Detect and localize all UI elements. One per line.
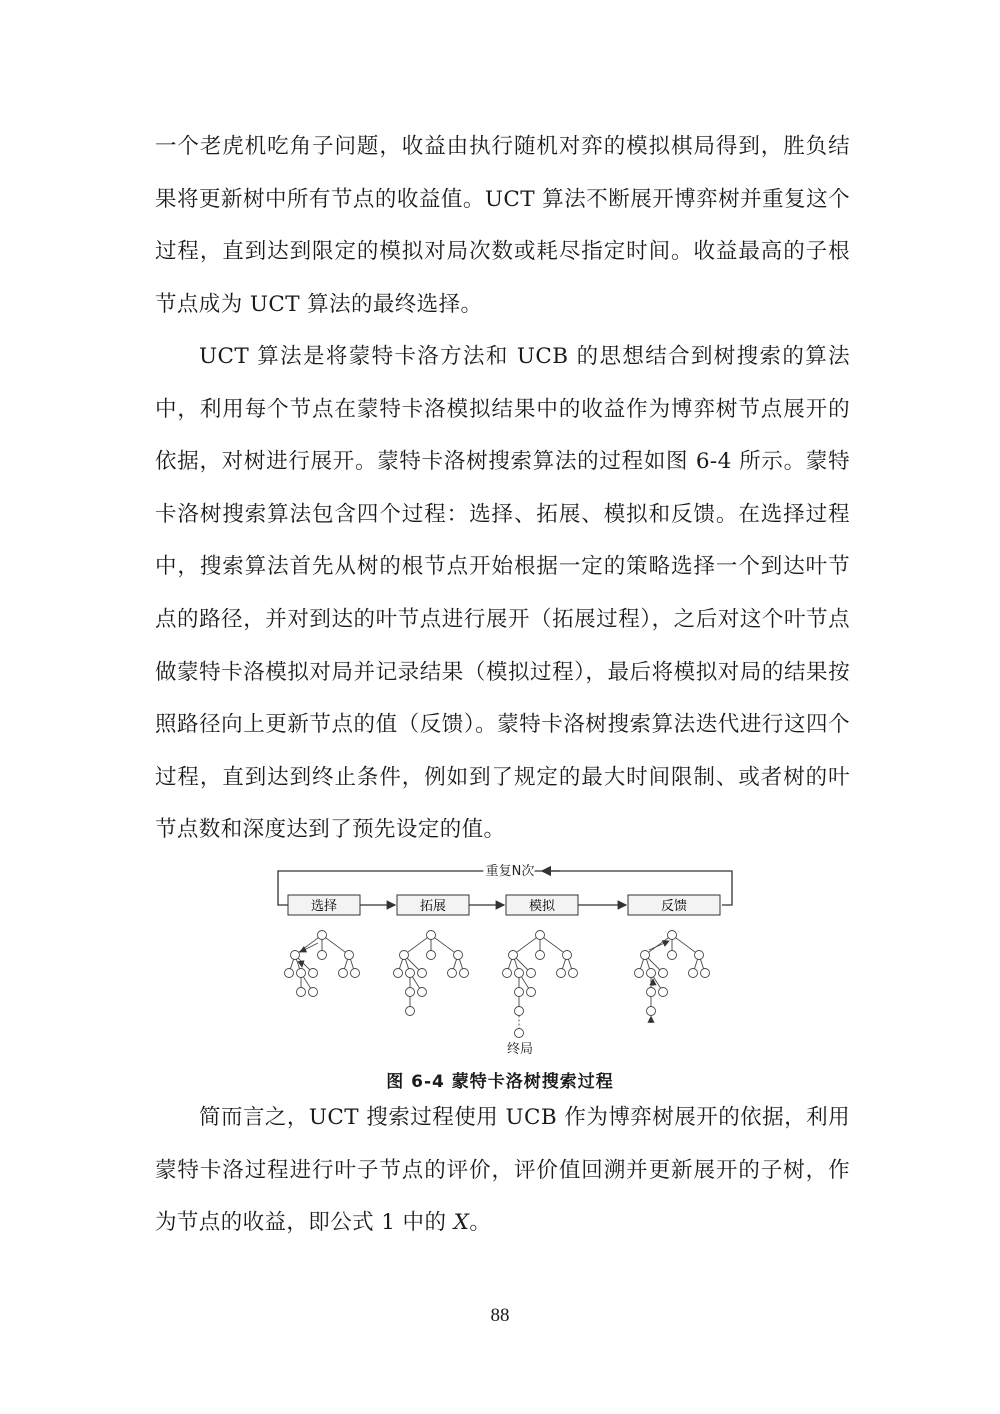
tree-node xyxy=(647,969,656,978)
tree-node xyxy=(394,969,403,978)
tree-node xyxy=(647,988,656,997)
tree-edge xyxy=(514,959,517,968)
tree-node xyxy=(647,1007,656,1016)
terminal-label: 终局 xyxy=(506,1042,534,1057)
step-label-backprop: 反馈 xyxy=(660,899,688,914)
tree-node xyxy=(701,969,710,978)
tree-node xyxy=(318,931,327,940)
tree-node xyxy=(515,969,524,978)
tree-edge xyxy=(694,959,697,968)
tree-edge xyxy=(562,959,565,968)
step-box-simulate xyxy=(506,895,578,915)
tree-node xyxy=(569,969,578,978)
step-box-expand xyxy=(397,895,469,915)
tree-node xyxy=(418,988,427,997)
tree-edge xyxy=(568,959,571,968)
tree-node xyxy=(454,951,463,960)
step-box-select xyxy=(288,895,360,915)
tree-node xyxy=(695,951,704,960)
tree-node xyxy=(659,969,668,978)
tree-edge xyxy=(544,938,564,953)
tree-node xyxy=(406,1007,415,1016)
tree-edge xyxy=(405,959,408,968)
tree-node xyxy=(448,969,457,978)
tree-node xyxy=(563,951,572,960)
tree-edge xyxy=(648,958,660,970)
paragraph-1: 一个老虎机吃角子问题，收益由执行随机对弈的模拟棋局得到，胜负结果将更新树中所有节点的收益值。UCT 算法不断展开博弈树并重复这个过程，直到达到限定的模拟对局次数或耗尽指定时间。收益最高的子根节点成为 UCT 算法的最终选择。 xyxy=(155,134,850,317)
tree-node xyxy=(668,951,677,960)
tree-node xyxy=(345,951,354,960)
tree-node xyxy=(460,969,469,978)
tree-edge xyxy=(407,958,419,970)
tree-edge xyxy=(653,977,660,988)
tree-node xyxy=(509,951,518,960)
tree-edge xyxy=(453,959,456,968)
tree-node xyxy=(318,951,327,960)
tree-node xyxy=(635,969,644,978)
tree-node xyxy=(536,931,545,940)
tree-node xyxy=(406,988,415,997)
step-label-simulate: 模拟 xyxy=(528,899,556,914)
tree-node xyxy=(503,969,512,978)
tree-node xyxy=(285,969,294,978)
tree-edge xyxy=(435,938,455,953)
tree-edge xyxy=(412,977,419,988)
tree-diagrams xyxy=(285,931,710,1038)
tree-edge xyxy=(646,959,649,968)
tree-edge xyxy=(649,941,669,950)
tree-edge xyxy=(326,938,346,953)
tree-edge xyxy=(459,959,462,968)
tree-edge xyxy=(399,959,402,968)
variable-x: X xyxy=(453,1210,470,1236)
tree-edge xyxy=(350,959,353,968)
tree-edge xyxy=(290,959,293,968)
tree-node xyxy=(297,969,306,978)
step-box-backprop xyxy=(628,895,720,915)
tree-edge xyxy=(408,938,428,953)
tree-edge xyxy=(700,959,703,968)
tree-edge xyxy=(299,938,319,953)
tree-node xyxy=(536,951,545,960)
tree-node xyxy=(351,969,360,978)
tree-node xyxy=(689,969,698,978)
tree-edge xyxy=(516,958,528,970)
tree-node xyxy=(668,931,677,940)
tree-edge xyxy=(517,938,537,953)
tree-node xyxy=(515,988,524,997)
tree-node xyxy=(641,951,650,960)
loop-label: 重复N次 xyxy=(485,864,535,879)
tree-node xyxy=(659,988,668,997)
tree-node xyxy=(406,969,415,978)
tree-edge xyxy=(344,959,347,968)
figure-caption: 图 6-4 蒙特卡洛树搜索过程 xyxy=(386,1072,614,1092)
step-label-expand: 拓展 xyxy=(419,899,447,914)
mcts-figure xyxy=(260,855,740,1075)
paragraph-3-end: 。 xyxy=(469,1210,492,1236)
tree-edge xyxy=(508,959,511,968)
tree-edge xyxy=(521,977,528,988)
paragraph-3-text: 简而言之，UCT 搜索过程使用 UCB 作为博弈树展开的依据，利用蒙特卡洛过程进行叶子节点的评价，评价值回溯并更新展开的子树，作为节点的收益，即公式 1 中的 xyxy=(155,1105,850,1236)
paragraph-2: UCT 算法是将蒙特卡洛方法和 UCB 的思想结合到树搜索的算法中，利用每个节点在蒙特卡洛模拟结果中的收益作为博弈树节点展开的依据，对树进行展开。蒙特卡洛树搜索算法的过程如图 6-4 所示。蒙特卡洛树搜索算法包含四个过程：选择、拓展、模拟和反馈。在选择过程中，搜索算法首先从树的根节点开始根据一定的策略选择一个到达叶节点的路径，并对到达的叶节点进行展开（拓展过程），之后对这个叶节点做蒙特卡洛模拟对局并记录结果（模拟过程），最后将模拟对局的结果按照路径向上更新节点的值（反馈）。蒙特卡洛树搜索算法迭代进行这四个过程，直到达到终止条件，例如到了规定的最大时间限制、或者树的叶节点数和深度达到了预先设定的值。 xyxy=(155,344,850,843)
step-label-select: 选择 xyxy=(310,899,338,914)
tree-node xyxy=(309,969,318,978)
paragraph-3 xyxy=(155,1092,850,1250)
tree-edge xyxy=(640,959,643,968)
tree-node xyxy=(339,969,348,978)
tree-node xyxy=(309,988,318,997)
tree-node xyxy=(427,951,436,960)
tree-node xyxy=(291,951,300,960)
tree-node xyxy=(400,951,409,960)
tree-node xyxy=(515,1007,524,1016)
tree-edge xyxy=(676,938,696,953)
tree-node xyxy=(527,969,536,978)
tree-edge xyxy=(298,958,310,970)
page-number: 88 xyxy=(490,1305,510,1326)
tree-edge xyxy=(303,977,310,988)
tree-node xyxy=(515,1029,524,1038)
tree-node xyxy=(427,931,436,940)
tree-node xyxy=(557,969,566,978)
tree-edge xyxy=(296,959,299,968)
tree-node xyxy=(527,988,536,997)
tree-node xyxy=(418,969,427,978)
tree-node xyxy=(297,988,306,997)
tree-edge xyxy=(649,938,669,953)
